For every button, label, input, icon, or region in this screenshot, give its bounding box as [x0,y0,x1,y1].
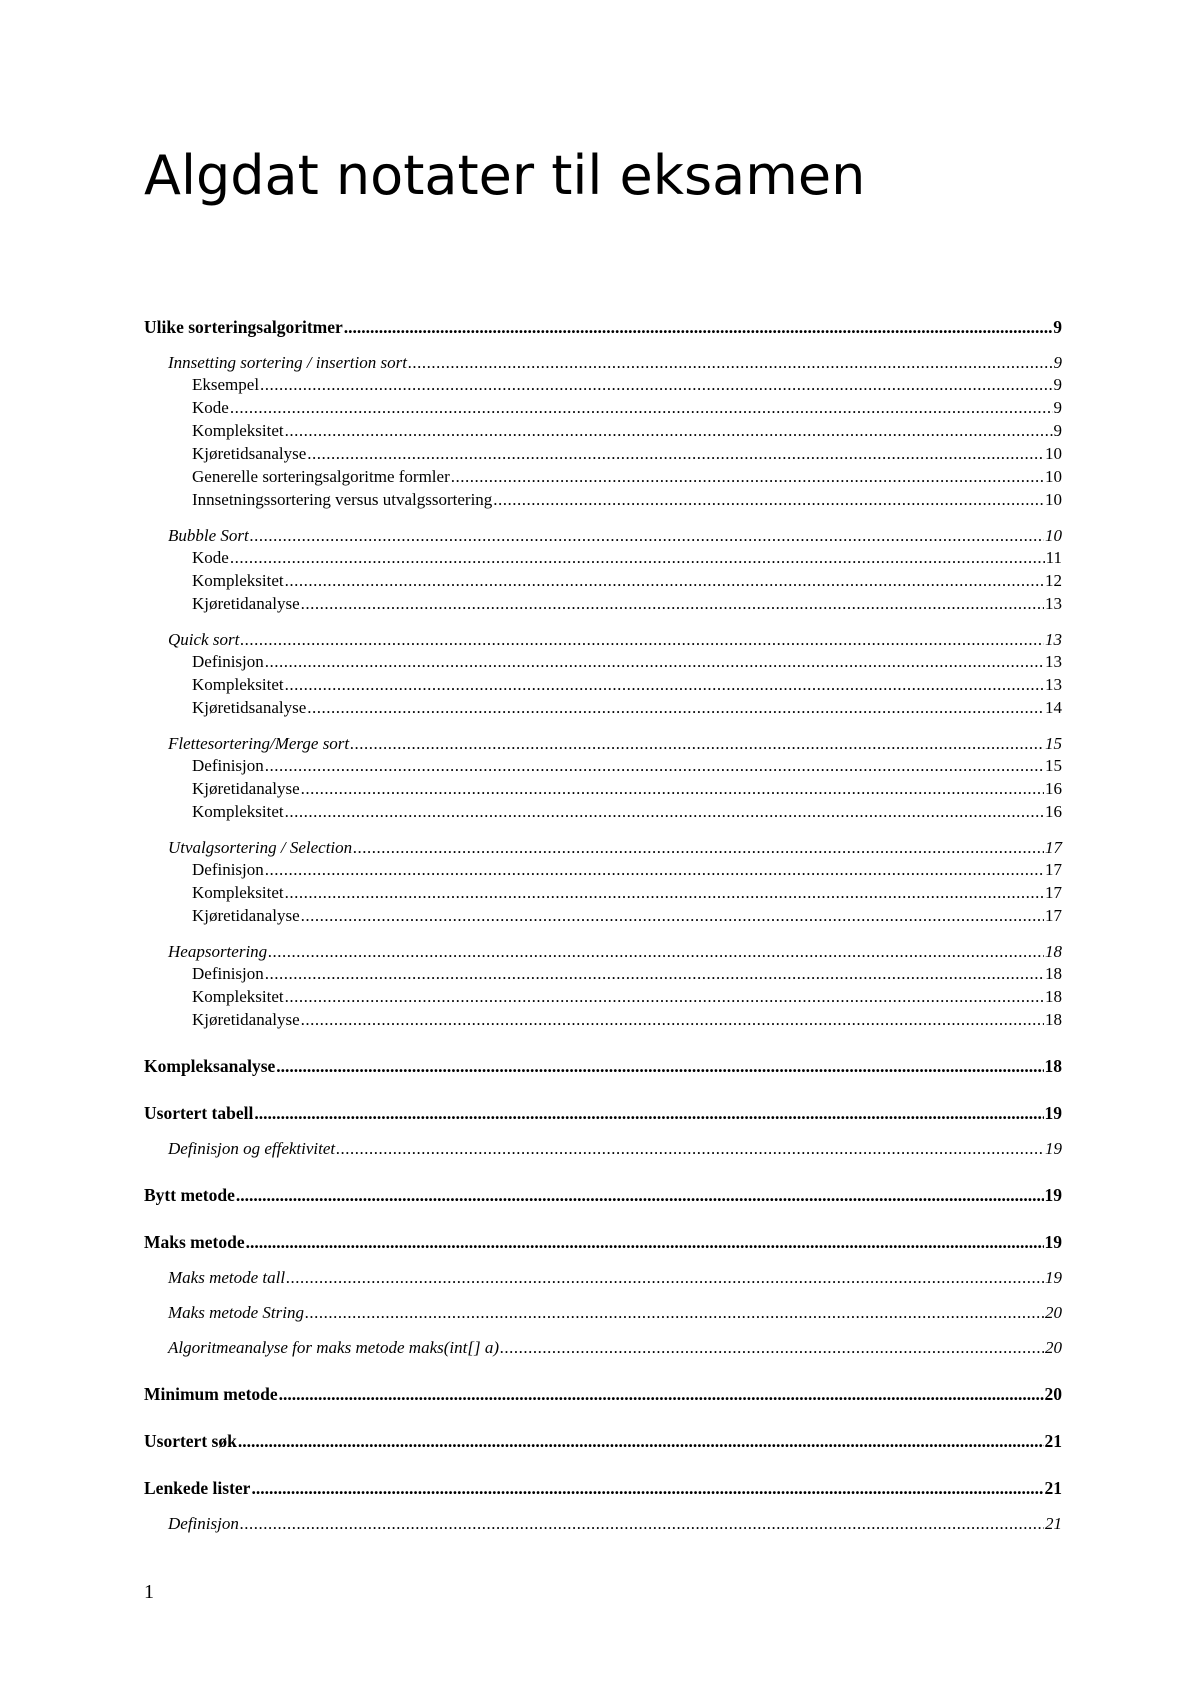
toc-page-number: 13 [1045,630,1062,649]
toc-entry-title: Utvalgsortering / Selection [168,838,353,857]
toc-entry-title: Kompleksitet [192,883,284,902]
toc-page-number: 17 [1045,906,1062,925]
toc-entry-title: Definisjon [192,860,264,879]
toc-dot-leader [265,858,1044,881]
toc-page-number: 10 [1045,444,1062,463]
toc-page-number: 10 [1045,526,1062,545]
toc-entry-title: Definisjon [192,756,264,775]
toc-entry-title: Kompleksitet [192,987,284,1006]
toc-entry-title: Maks metode String [168,1303,304,1322]
toc-dot-leader [301,592,1044,615]
toc-entry-title: Kompleksitet [192,675,284,694]
toc-subsection-entry[interactable] [144,569,1062,592]
toc-subsection-entry[interactable] [144,696,1062,719]
toc-dot-leader [236,1184,1044,1207]
toc-entry-title: Maks metode tall [168,1268,286,1287]
toc-page-number: 19 [1044,1185,1062,1205]
toc-dot-leader [254,1102,1043,1125]
toc-dot-leader [344,316,1052,339]
toc-subsection-entry[interactable] [144,754,1062,777]
page-number: 1 [144,1581,154,1603]
toc-dot-leader [451,465,1044,488]
toc-dot-leader [307,442,1044,465]
document-title: Algdat notater til eksamen [144,144,866,207]
toc-dot-leader [246,1231,1044,1254]
toc-page-number: 21 [1044,1478,1062,1498]
toc-page-number: 18 [1045,987,1062,1006]
toc-page-number: 21 [1044,1431,1062,1451]
toc-entry-title: Bubble Sort [168,526,249,545]
toc-entry-title: Innsetting sortering / insertion sort [168,353,407,372]
toc-subsection-entry[interactable] [144,858,1062,881]
toc-dot-leader [268,940,1044,963]
toc-page-number: 17 [1045,860,1062,879]
toc-page-number: 11 [1045,548,1062,567]
toc-entry-title: Kompleksitet [192,571,284,590]
toc-page-number: 19 [1045,1268,1062,1287]
toc-subsection-entry[interactable] [144,673,1062,696]
toc-entry-title: Kjøretidsanalyse [192,698,307,717]
toc-entry-title: Bytt metode [144,1185,235,1205]
toc-entry-title: Minimum metode [144,1384,278,1404]
toc-entry-title: Kode [192,548,229,567]
toc-page-number: 9 [1053,353,1062,372]
toc-subsection-entry[interactable] [144,488,1062,511]
toc-subsection-entry[interactable] [144,962,1062,985]
toc-heading-entry[interactable] [144,1477,1062,1500]
toc-heading-entry[interactable] [144,1383,1062,1406]
toc-dot-leader [301,904,1044,927]
toc-dot-leader [238,1430,1044,1453]
toc-dot-leader [301,1008,1044,1031]
toc-subsection-entry[interactable] [144,881,1062,904]
toc-page-number: 21 [1045,1514,1062,1533]
toc-heading-entry[interactable] [144,1102,1062,1125]
toc-subheading-entry[interactable] [144,1336,1062,1359]
toc-dot-leader [285,569,1044,592]
toc-subheading-entry[interactable] [144,1266,1062,1289]
toc-subsection-entry[interactable] [144,546,1062,569]
toc-subsection-entry[interactable] [144,1008,1062,1031]
toc-dot-leader [276,1055,1043,1078]
toc-entry-title: Usortert tabell [144,1103,254,1123]
toc-page-number: 17 [1045,883,1062,902]
toc-dot-leader [285,673,1044,696]
toc-page-number: 9 [1053,375,1062,394]
toc-page-number: 18 [1045,942,1062,961]
toc-subheading-entry[interactable] [144,1512,1062,1535]
toc-subheading-entry[interactable] [144,1137,1062,1160]
toc-dot-leader [350,732,1044,755]
toc-subsection-entry[interactable] [144,800,1062,823]
toc-dot-leader [336,1137,1044,1160]
toc-page-number: 15 [1045,734,1062,753]
toc-entry-title: Definisjon [192,964,264,983]
toc-dot-leader [285,985,1044,1008]
toc-heading-entry[interactable] [144,316,1062,339]
toc-entry-title: Kjøretidanalyse [192,779,300,798]
toc-subsection-entry[interactable] [144,650,1062,673]
toc-subsection-entry[interactable] [144,373,1062,396]
toc-dot-leader [230,546,1045,569]
toc-dot-leader [230,396,1053,419]
toc-entry-title: Heapsortering [168,942,268,961]
toc-entry-title: Generelle sorteringsalgoritme formler [192,467,450,486]
toc-page-number: 19 [1045,1139,1062,1158]
toc-page-number: 14 [1045,698,1062,717]
toc-subsection-entry[interactable] [144,442,1062,465]
toc-page-number: 9 [1053,421,1062,440]
toc-subsection-entry[interactable] [144,419,1062,442]
toc-heading-entry[interactable] [144,1184,1062,1207]
toc-page-number: 20 [1044,1384,1062,1404]
toc-dot-leader [305,1301,1044,1324]
toc-dot-leader [265,754,1044,777]
toc-dot-leader [353,836,1044,859]
toc-dot-leader [260,373,1052,396]
toc-page-number: 13 [1045,675,1062,694]
toc-dot-leader [285,419,1053,442]
toc-page-number: 13 [1045,594,1062,613]
toc-page-number: 9 [1053,317,1062,337]
toc-page-number: 12 [1045,571,1062,590]
toc-subsection-entry[interactable] [144,465,1062,488]
toc-subheading-entry[interactable] [144,836,1062,859]
toc-entry-title: Kjøretidanalyse [192,1010,300,1029]
toc-dot-leader [301,777,1044,800]
toc-page-number: 19 [1044,1103,1062,1123]
toc-entry-title: Innsetningssortering versus utvalgssortering [192,490,493,509]
toc-subsection-entry[interactable] [144,396,1062,419]
toc-dot-leader [251,1477,1043,1500]
toc-entry-title: Usortert søk [144,1431,237,1451]
toc-entry-title: Definisjon [168,1514,239,1533]
toc-dot-leader [265,962,1044,985]
toc-dot-leader [285,881,1044,904]
toc-dot-leader [408,351,1053,374]
toc-entry-title: Definisjon [192,652,264,671]
toc-entry-title: Kompleksitet [192,421,284,440]
toc-subheading-entry[interactable] [144,1301,1062,1324]
toc-entry-title: Definisjon og effektivitet [168,1139,336,1158]
toc-page-number: 17 [1045,838,1062,857]
toc-dot-leader [285,800,1044,823]
toc-page-number: 20 [1045,1303,1062,1322]
toc-page-number: 15 [1045,756,1062,775]
toc-heading-entry[interactable] [144,1055,1062,1078]
toc-dot-leader [307,696,1044,719]
toc-entry-title: Ulike sorteringsalgoritmer [144,317,343,337]
toc-entry-title: Flettesortering/Merge sort [168,734,350,753]
toc-heading-entry[interactable] [144,1430,1062,1453]
toc-page-number: 16 [1045,802,1062,821]
toc-page-number: 18 [1045,1010,1062,1029]
toc-page-number: 19 [1044,1232,1062,1252]
toc-page-number: 10 [1045,467,1062,486]
toc-page-number: 10 [1045,490,1062,509]
toc-entry-title: Kode [192,398,229,417]
toc-page-number: 13 [1045,652,1062,671]
toc-page-number: 16 [1045,779,1062,798]
toc-subsection-entry[interactable] [144,777,1062,800]
toc-entry-title: Lenkede lister [144,1478,251,1498]
toc-entry-title: Quick sort [168,630,240,649]
toc-subheading-entry[interactable] [144,628,1062,651]
toc-entry-title: Kjøretidsanalyse [192,444,307,463]
toc-entry-title: Kompleksitet [192,802,284,821]
toc-dot-leader [493,488,1044,511]
toc-heading-entry[interactable] [144,1231,1062,1254]
toc-subheading-entry[interactable] [144,940,1062,963]
toc-entry-title: Kjøretidanalyse [192,906,300,925]
toc-dot-leader [279,1383,1044,1406]
toc-dot-leader [286,1266,1044,1289]
toc-dot-leader [240,628,1044,651]
toc-subheading-entry[interactable] [144,524,1062,547]
toc-dot-leader [265,650,1044,673]
toc-entry-title: Maks metode [144,1232,245,1252]
toc-dot-leader [500,1336,1044,1359]
toc-page-number: 18 [1044,1056,1062,1076]
toc-subsection-entry[interactable] [144,985,1062,1008]
toc-entry-title: Kompleksanalyse [144,1056,276,1076]
toc-dot-leader [250,524,1044,547]
toc-page-number: 9 [1053,398,1062,417]
toc-subheading-entry[interactable] [144,732,1062,755]
toc-subheading-entry[interactable] [144,351,1062,374]
toc-page-number: 20 [1045,1338,1062,1357]
toc-subsection-entry[interactable] [144,904,1062,927]
toc-dot-leader [240,1512,1044,1535]
toc-entry-title: Kjøretidanalyse [192,594,300,613]
toc-entry-title: Eksempel [192,375,260,394]
toc-entry-title: Algoritmeanalyse for maks metode maks(int[] a) [168,1338,499,1357]
toc-subsection-entry[interactable] [144,592,1062,615]
toc-page-number: 18 [1045,964,1062,983]
